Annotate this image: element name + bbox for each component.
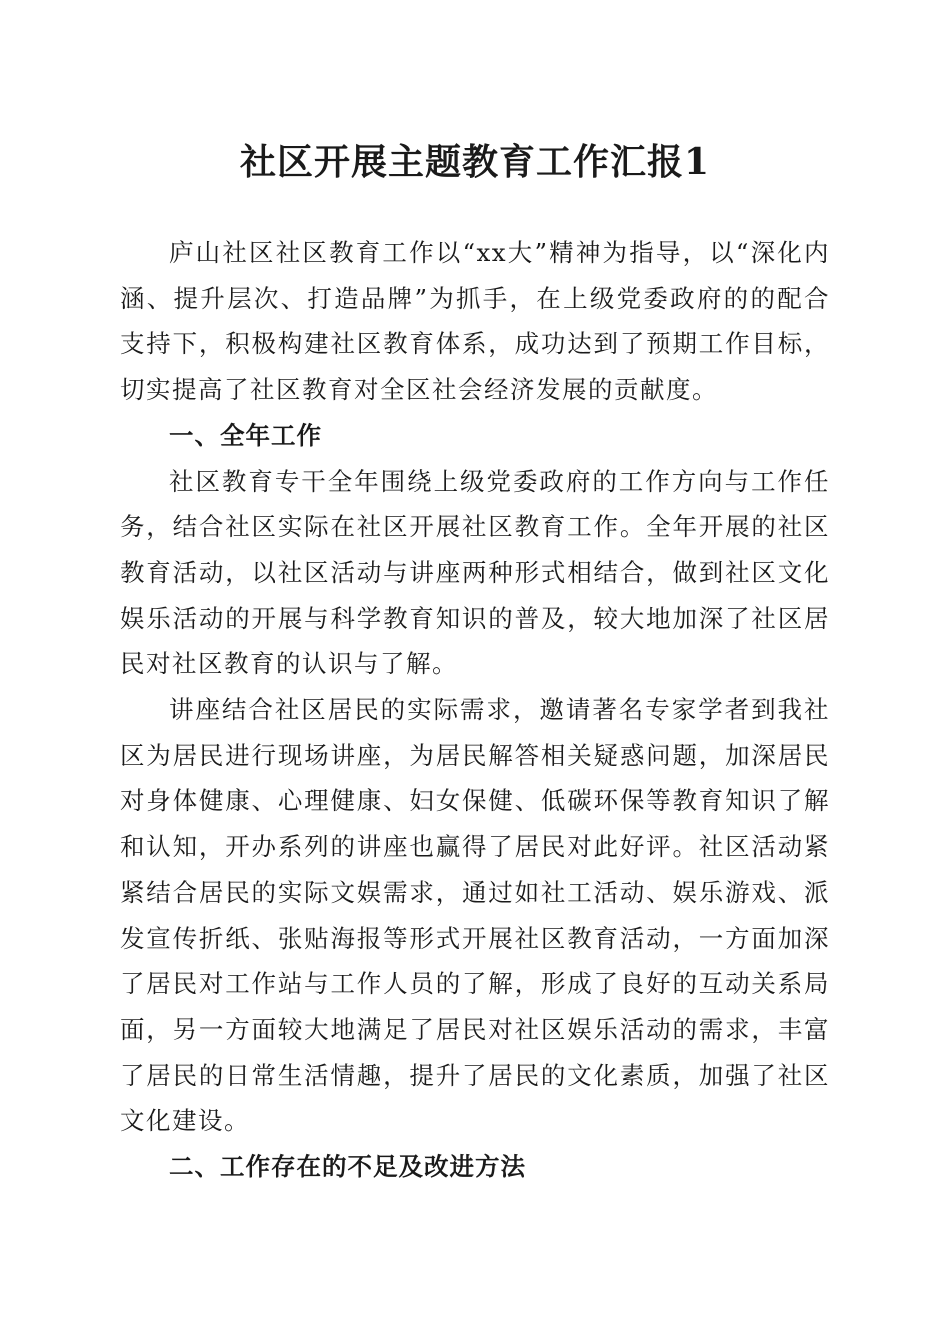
lectures-paragraph: 讲座结合社区居民的实际需求，邀请著名专家学者到我社区为居民进行现场讲座，为居民解答相关疑惑问题，加深居民对身体健康、心理健康、妇女保健、低碳环保等教育知识了解和认知，开办系列的讲座也赢得了居民对此好评。社区活动紧紧结合居民的实际文娱需求，通过如社工活动、娱乐游戏、派发宣传折纸、张贴海报等形式开展社区教育活动，一方面加深了居民对工作站与工作人员的了解，形成了良好的互动关系局面，另一方面较大地满足了居民对社区娱乐活动的需求，丰富了居民的日常生活情趣，提升了居民的文化素质，加强了社区文化建设。 [120, 695, 830, 1136]
annual-work-paragraph: 社区教育专干全年围绕上级党委政府的工作方向与工作任务，结合社区实际在社区开展社区教育工作。全年开展的社区教育活动，以社区活动与讲座两种形式相结合，做到社区文化娱乐活动的开展与科学教育知识的普及，较大地加深了社区居民对社区教育的认识与了解。 [120, 466, 830, 679]
intro-paragraph: 庐山社区社区教育工作以“xx大”精神为指导，以“深化内涵、提升层次、打造品牌”为抓手，在上级党委政府的的配合支持下，积极构建社区教育体系，成功达到了预期工作目标，切实提高了社区教育对全区社会经济发展的贡献度。 [120, 238, 830, 405]
document-title: 社区开展主题教育工作汇报1 [239, 141, 711, 183]
section-heading-shortcomings: 二、工作存在的不足及改进方法 [169, 1152, 526, 1182]
section-heading-annual-work: 一、全年工作 [169, 420, 322, 450]
document-body [120, 230, 830, 1190]
